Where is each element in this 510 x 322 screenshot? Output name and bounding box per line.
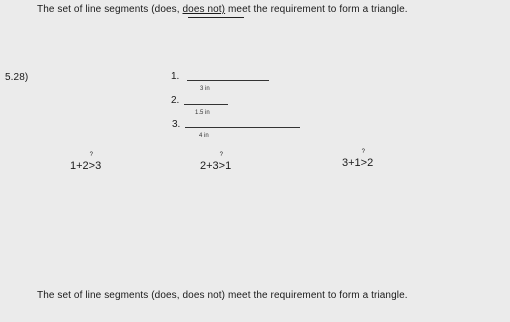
segment-1-label: 1.	[171, 71, 180, 82]
problem-number: 5.28)	[5, 72, 29, 83]
inequality-1-question: ?	[89, 152, 94, 158]
inequality-1	[70, 152, 102, 172]
inequality-1-left: 1+2	[70, 160, 89, 172]
inequality-2	[200, 152, 232, 172]
inequality-2-right: 1	[225, 160, 232, 172]
inequality-3-question: ?	[361, 149, 366, 155]
top-statement-before: The set of line segments (does,	[37, 4, 183, 15]
answer-underline	[188, 17, 244, 18]
segment-1-line	[187, 80, 269, 81]
bottom-statement: The set of line segments (does, does not) meet the requirement to form a triangle.	[37, 290, 408, 301]
inequality-2-symbol: > ?	[218, 152, 226, 172]
top-statement-underlined-choice: does not)	[182, 4, 226, 15]
segment-2-line	[184, 104, 228, 105]
inequality-1-right: 3	[95, 160, 102, 172]
inequality-1-symbol: > ?	[88, 152, 96, 172]
top-statement	[37, 4, 408, 15]
inequality-3-symbol: > ?	[360, 149, 368, 169]
segment-3-line	[185, 127, 300, 128]
inequality-3	[342, 149, 374, 169]
top-statement-after: meet the requirement to form a triangle.	[225, 4, 408, 15]
segment-1-length: 3 in	[200, 86, 210, 92]
inequality-2-left: 2+3	[200, 160, 219, 172]
inequality-3-right: 2	[367, 157, 374, 169]
segment-3-label: 3.	[172, 119, 181, 130]
segment-3-length: 4 in	[199, 133, 209, 139]
segment-2-length: 1.5 in	[195, 110, 210, 116]
segment-2-label: 2.	[171, 95, 180, 106]
inequality-3-left: 3+1	[342, 157, 361, 169]
inequality-2-question: ?	[219, 152, 224, 158]
